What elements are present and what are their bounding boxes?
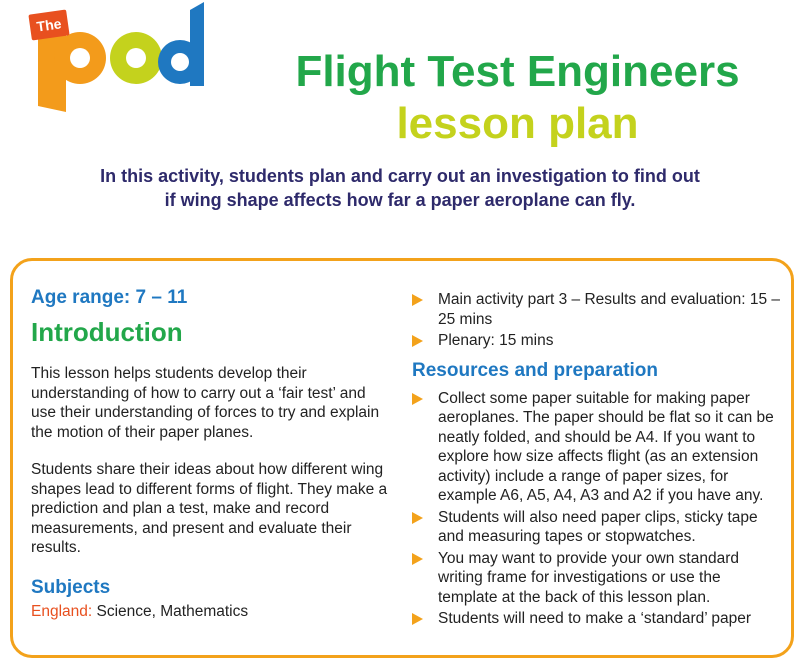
bullet-arrow-icon	[412, 335, 423, 347]
subjects-heading: Subjects	[31, 576, 111, 598]
subjects-line	[31, 602, 391, 621]
list-item: Collect some paper suitable for making paper aeroplanes. The paper should be flat so it can be neatly folded, and should be A4. If you want to explore how size affects flight (as an extension activity) include a range of paper sizes, for example A6, A5, A4, A3 and A2 if you have any.	[412, 389, 782, 506]
logo-the-tag: The	[28, 9, 69, 40]
intro-line-2: if wing shape affects how far a paper aeroplane can fly.	[164, 190, 636, 210]
introduction-heading: Introduction	[31, 317, 183, 347]
bullet-arrow-icon	[412, 512, 423, 524]
introduction-paragraph-2: Students share their ideas about how different wing shapes lead to different forms of flight. They make a prediction and plan a test, make and record measurements, and present and evaluate their results.	[31, 461, 388, 556]
introduction-paragraph-1: This lesson helps students develop their understanding of how to carry out a ‘fair test’ and use their understanding of forces to try and explain the motion of their paper planes.	[31, 365, 380, 441]
left-column	[31, 286, 391, 621]
bullet-arrow-icon	[412, 294, 423, 306]
list-item: Main activity part 3 – Results and evaluation: 15 – 25 mins	[412, 290, 782, 329]
intro-line-1: In this activity, students plan and carry out an investigation to find out	[100, 166, 700, 186]
resources-list	[412, 389, 782, 629]
bullet-arrow-icon	[412, 553, 423, 565]
bullet-arrow-icon	[412, 613, 423, 625]
activity-timings-list	[412, 290, 782, 351]
right-column	[412, 290, 782, 631]
subjects-list: Science, Mathematics	[92, 602, 249, 620]
list-item: Students will need to make a ‘standard’ paper	[412, 609, 782, 629]
intro-summary	[0, 164, 800, 212]
resources-heading: Resources and preparation	[412, 359, 659, 381]
list-item: You may want to provide your own standard writing frame for investigations or use the template at the back of this lesson plan.	[412, 549, 782, 608]
page-subtitle: lesson plan	[396, 99, 639, 148]
bullet-arrow-icon	[412, 393, 423, 405]
age-range: Age range: 7 – 11	[31, 287, 188, 308]
page-title: Flight Test Engineers	[295, 47, 740, 96]
subjects-country: England:	[31, 602, 93, 620]
list-item: Plenary: 15 mins	[412, 331, 782, 351]
list-item: Students will also need paper clips, sticky tape and measuring tapes or stopwatches.	[412, 508, 782, 547]
